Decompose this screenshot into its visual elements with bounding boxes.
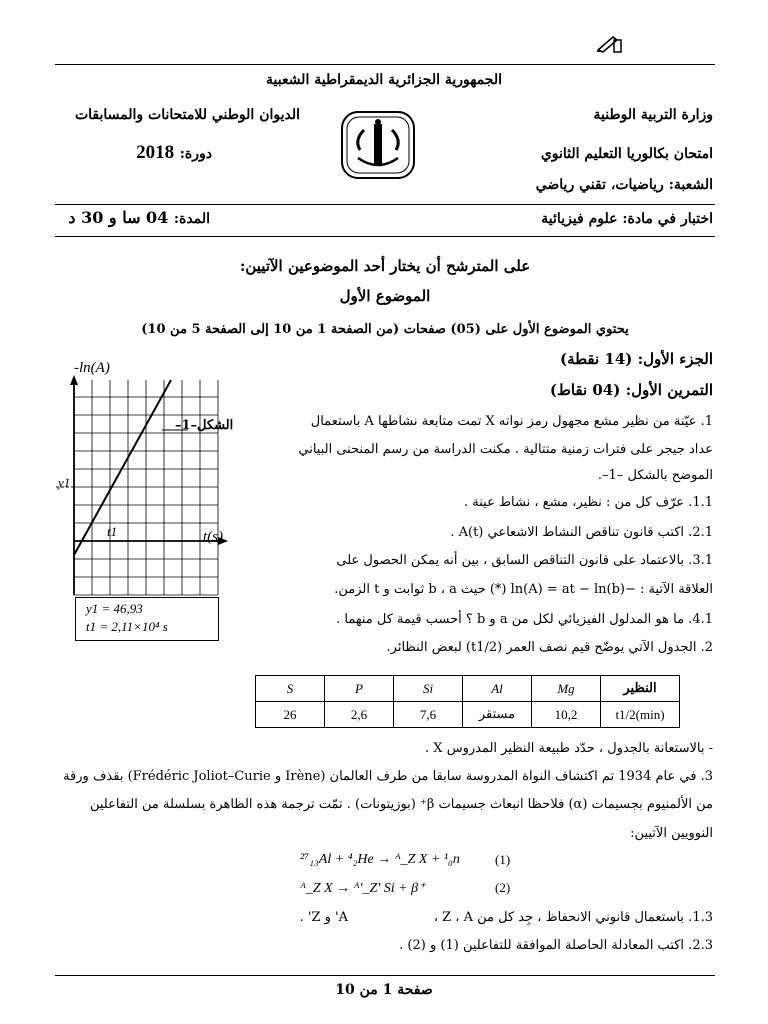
- table-header-label: النظير: [601, 676, 680, 702]
- pen-icon: [595, 32, 623, 54]
- equation-2-number: (2): [495, 880, 511, 895]
- session-label: دورة:: [179, 146, 212, 162]
- session-year: 2018: [136, 142, 175, 163]
- q1-line2: عداد جيجر على فترات زمنية متتالية . مكنت الدراسة من رسم المنحنى البياني: [298, 442, 713, 457]
- half-life-table: [255, 675, 680, 728]
- graph-y1-label: y1: [58, 475, 71, 490]
- equation-1-number: (1): [495, 852, 511, 867]
- q1-line1: 1. عيّنة من نظير مشع مجهول رمز نواته X تمت متابعة نشاطها A باستعمال: [310, 414, 713, 429]
- duration-label: المدة:: [173, 211, 210, 227]
- equation-1: ²⁷₁₃Al + ⁴₂He → ᴬ_Z X + ¹₀n: [300, 852, 460, 867]
- graph-values-box: [75, 597, 219, 641]
- table-cell: 2,6: [325, 702, 394, 728]
- note-t1: t1 = 2,11×10⁴ s: [86, 619, 168, 634]
- exercise-title: التمرين الأول: (04 نقاط): [549, 381, 713, 399]
- q3-line3: النوويين الآتيين:: [630, 826, 713, 841]
- q3-1b: A' و Z' .: [299, 910, 348, 925]
- equation-2: ᴬ_Z X → ᴬ'_Z' Si + β⁺: [300, 881, 426, 896]
- table-cell: S: [256, 676, 325, 702]
- subject: اختبار في مادة: علوم فيزيائية: [541, 211, 713, 227]
- ministry: وزارة التربية الوطنية: [593, 107, 713, 123]
- duration: [60, 208, 210, 227]
- q3-2: 2.3. اكتب المعادلة الحاصلة الموافقة للتفاعلين (1) و (2) .: [399, 938, 713, 953]
- page-number: صفحة 1 من 10: [335, 982, 433, 998]
- table-cell: Al: [463, 676, 532, 702]
- table-cell: Si: [394, 676, 463, 702]
- q1-3b: العلاقة الآتية : −ln(A) = at − ln(b) (*) حيث b ، a ثوابت و t الزمن.: [334, 582, 713, 597]
- table-cell: 7,6: [394, 702, 463, 728]
- q1-1: 1.1. عرّف كل من : نظير، مشع ، نشاط عينة .: [464, 495, 713, 510]
- q2-intro: 2. الجدول الآتي يوضّح قيم نصف العمر (t1/2) لبعض النظائر.: [386, 640, 713, 655]
- table-cell: 26: [256, 702, 325, 728]
- graph-ylabel: -ln(A): [74, 360, 110, 376]
- topic-contents: يحتوي الموضوع الأول على (05) صفحات (من الصفحة 1 من 10 إلى الصفحة 5 من 10): [141, 322, 629, 337]
- q3-line1: 3. في عام 1934 تم اكتشاف النواة المدروسة سابقا من طرف العالمان (Irène و Frédéric Joliot–Curie) بقذف ورقة: [63, 769, 713, 784]
- q1-3a: 3.1. بالاعتماد على قانون التناقص السابق ، بين أنه يمكن الحصول على: [336, 553, 713, 568]
- exam-office-logo: [340, 110, 416, 180]
- q3-1a: 1.3. باستعمال قانوني الانحفاظ ، جِد كل من Z ، A ،: [433, 910, 713, 925]
- table-cell: مستقر: [463, 702, 532, 728]
- part-title: الجزء الأول: (14 نقطة): [559, 350, 713, 368]
- table-cell: Mg: [532, 676, 601, 702]
- q2-note: - بالاستعانة بالجدول ، حدّد طبيعة النظير المدروس X .: [425, 741, 713, 756]
- office: الديوان الوطني للامتحانات والمسابقات: [74, 107, 300, 123]
- graph-figure-label: الشكل–1–: [175, 418, 234, 433]
- choose-instruction: على المترشح أن يختار أحد الموضوعين الآتيين:: [239, 257, 531, 275]
- q3-line2: من الألمنيوم بجسيمات (α) فلاحظا انبعاث جسيمات β⁺ (بوزيتونات) . تمّت ترجمة هذه الظاهرة بسلسلة من التفاعلين: [89, 797, 713, 812]
- session: [62, 142, 212, 164]
- exam-name: امتحان بكالوريا التعليم الثانوي: [540, 146, 713, 162]
- activity-graph: [56, 375, 246, 605]
- table-cell: P: [325, 676, 394, 702]
- topic-title: الموضوع الأول: [339, 287, 431, 305]
- table-cell: 10,2: [532, 702, 601, 728]
- q1-line3: الموضح بالشكل –1–.: [597, 468, 713, 483]
- q1-4: 4.1. ما هو المدلول الفيزيائي لكل من a و b ؟ أحسب قيمة كل منهما .: [336, 612, 713, 627]
- republic-title: الجمهورية الجزائرية الديمقراطية الشعبية: [265, 72, 502, 88]
- note-y1: y1 = 46,93: [86, 601, 143, 616]
- q1-2: 2.1. اكتب قانون تناقص النشاط الاشعاعي A(t) .: [450, 525, 713, 540]
- graph-xlabel: t(s): [203, 529, 223, 545]
- table-row-label: t1/2(min): [601, 702, 680, 728]
- stream: الشعبة: رياضيات، تقني رياضي: [535, 177, 713, 193]
- graph-t1-label: t1: [107, 524, 118, 539]
- duration-value: 04 سا و 30 د: [68, 208, 169, 227]
